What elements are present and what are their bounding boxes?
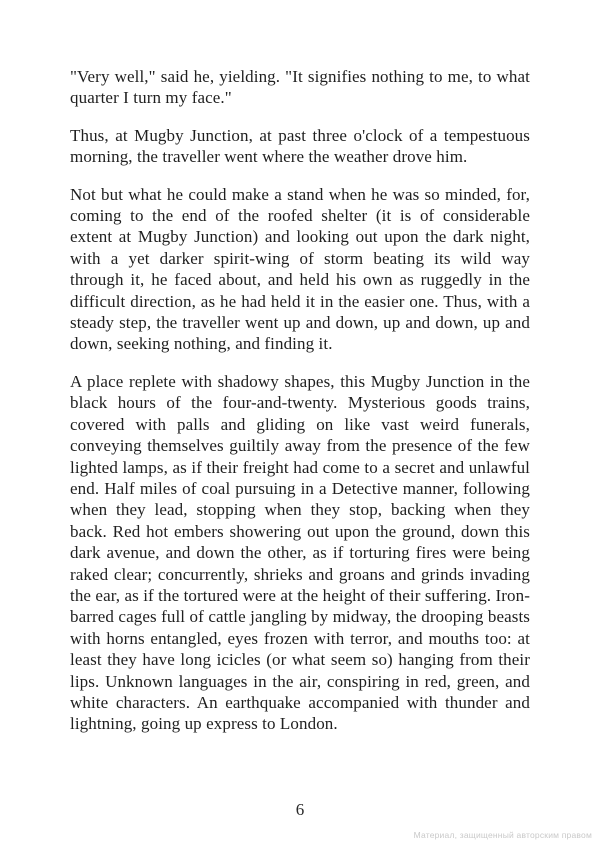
copyright-watermark: Материал, защищенный авторским правом [413, 830, 592, 840]
paragraph-a-place-replete: A place replete with shadowy shapes, this Mugby Junction in the black hours of the four-and-twenty. Mysterious goods trains, covered with palls and gliding on like vast weird funerals, conveying themselves guiltily away from the presence of the few lighted lamps, as if their freight had come to a secret and unlawful end. Half miles of coal pursuing in a Detective manner, following when they lead, stopping when they stop, backing when they back. Red hot embers showering out upon the ground, down this dark avenue, and down the other, as if torturing fires were being raked clear; concurrently, shrieks and groans and grinds invading the ear, as if the tortured were at the height of their suffering. Iron-barred cages full of cattle jangling by midway, the drooping beasts with horns entangled, eyes frozen with terror, and mouths too: at least they have long icicles (or what seem so) hanging from their lips. Unknown languages in the air, conspiring in red, green, and white characters. An earthquake accompanied with thunder and lightning, going up express to London. [70, 371, 530, 734]
paragraph-dialogue: "Very well," said he, yielding. "It signifies nothing to me, to what quarter I turn my face." [70, 67, 530, 108]
page-number: 6 [295, 800, 305, 819]
paragraph-thus-at-mugby: Thus, at Mugby Junction, at past three o'clock of a tempestuous morning, the traveller went where the weather drove him. [70, 125, 530, 167]
text-block [70, 66, 530, 735]
paragraph-not-but-what: Not but what he could make a stand when he was so minded, for, coming to the end of the roofed shelter (it is of considerable extent at Mugby Junction) and looking out upon the dark night, with a yet darker spirit-wing of storm beating its wild way through it, he faced about, and held his own as ruggedly in the difficult direction, as he had held it in the easier one. Thus, with a steady step, the traveller went up and down, up and down, up and down, seeking nothing, and finding it. [70, 184, 530, 354]
